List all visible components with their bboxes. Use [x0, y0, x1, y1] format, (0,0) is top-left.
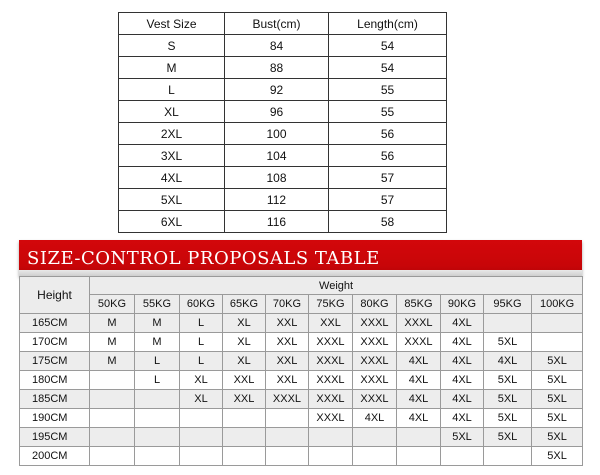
height-cell: 175CM: [20, 352, 90, 371]
length-cell: 58: [329, 211, 447, 233]
weight-column-header: 95KG: [484, 295, 532, 314]
length-cell: 56: [329, 145, 447, 167]
size-cell: L: [180, 333, 223, 352]
weight-header: Weight: [90, 277, 583, 295]
weight-column-header: 70KG: [266, 295, 309, 314]
bust-cell: 116: [225, 211, 329, 233]
weight-header-row: [20, 277, 583, 295]
size-cell: L: [180, 352, 223, 371]
size-table-row: [20, 390, 583, 409]
size-cell: XL: [223, 352, 266, 371]
vest-table-row: [119, 145, 447, 167]
size-cell: [90, 390, 135, 409]
size-cell: 5XL: [532, 371, 583, 390]
vest-table-header-row: [119, 13, 447, 35]
size-cell: [353, 447, 397, 466]
size-cell: 5XL: [532, 428, 583, 447]
size-cell: 4XL: [441, 371, 484, 390]
length-cell: 56: [329, 123, 447, 145]
size-cell: M: [135, 314, 180, 333]
size-cell: XXXL: [353, 314, 397, 333]
vest-table-row: [119, 167, 447, 189]
size-cell: M: [90, 333, 135, 352]
weight-column-header: 55KG: [135, 295, 180, 314]
size-cell: [532, 314, 583, 333]
size-cell: XXXL: [309, 352, 353, 371]
size-cell: [484, 314, 532, 333]
vest-table-row: [119, 35, 447, 57]
vest-size-table: [118, 12, 447, 233]
size-cell: [135, 390, 180, 409]
weight-column-header: 85KG: [397, 295, 441, 314]
size-cell: 5XL: [484, 371, 532, 390]
size-cell: [223, 409, 266, 428]
size-cell: 5XL: [484, 333, 532, 352]
size-cell: XXL: [223, 390, 266, 409]
weight-column-header: 90KG: [441, 295, 484, 314]
size-cell: [223, 447, 266, 466]
size-cell: 4XL: [397, 352, 441, 371]
size-cell: L: [135, 371, 180, 390]
vest-table-row: [119, 57, 447, 79]
size-cell: XXXL: [397, 314, 441, 333]
size-table-row: [20, 447, 583, 466]
length-cell: 57: [329, 167, 447, 189]
size-cell: XXXL: [353, 352, 397, 371]
vest-table-row: [119, 189, 447, 211]
size-cell: 5XL: [484, 390, 532, 409]
size-cell: XL: [180, 371, 223, 390]
size-cell: [266, 447, 309, 466]
size-table-row: [20, 428, 583, 447]
size-cell: [180, 409, 223, 428]
size-cell: XXXL: [309, 390, 353, 409]
weight-column-header: 65KG: [223, 295, 266, 314]
size-cell: 4XL: [353, 409, 397, 428]
size-cell: [180, 447, 223, 466]
size-cell: M: [135, 333, 180, 352]
vest-size-cell: 6XL: [119, 211, 225, 233]
length-cell: 54: [329, 35, 447, 57]
size-cell: L: [180, 314, 223, 333]
vest-size-cell: L: [119, 79, 225, 101]
size-table-row: [20, 371, 583, 390]
height-cell: 185CM: [20, 390, 90, 409]
weight-column-header: 60KG: [180, 295, 223, 314]
size-cell: [90, 447, 135, 466]
size-cell: 5XL: [532, 447, 583, 466]
vest-size-cell: XL: [119, 101, 225, 123]
size-cell: 4XL: [397, 371, 441, 390]
size-table-row: [20, 409, 583, 428]
vest-size-cell: 3XL: [119, 145, 225, 167]
vest-table-row: [119, 211, 447, 233]
bust-cell: 88: [225, 57, 329, 79]
weight-column-header: 50KG: [90, 295, 135, 314]
size-cell: [266, 428, 309, 447]
size-cell: [309, 447, 353, 466]
vest-size-cell: 4XL: [119, 167, 225, 189]
size-cell: XXXL: [309, 409, 353, 428]
size-cell: [90, 409, 135, 428]
size-cell: [266, 409, 309, 428]
size-cell: XXXL: [397, 333, 441, 352]
size-cell: [441, 447, 484, 466]
length-header: Length(cm): [329, 13, 447, 35]
length-cell: 54: [329, 57, 447, 79]
vest-size-cell: S: [119, 35, 225, 57]
size-cell: [309, 428, 353, 447]
size-cell: [135, 409, 180, 428]
size-cell: 5XL: [441, 428, 484, 447]
size-cell: L: [135, 352, 180, 371]
size-cell: XXXL: [266, 390, 309, 409]
size-cell: XXL: [266, 314, 309, 333]
weight-column-header: 75KG: [309, 295, 353, 314]
size-cell: XXXL: [353, 333, 397, 352]
banner-title: SIZE-CONTROL PROPOSALS TABLE: [27, 248, 380, 269]
size-cell: XXXL: [353, 371, 397, 390]
size-cell: XXXL: [309, 371, 353, 390]
size-cell: 4XL: [441, 314, 484, 333]
vest-table-row: [119, 79, 447, 101]
size-cell: 4XL: [397, 390, 441, 409]
size-cell: [532, 333, 583, 352]
size-table-row: [20, 333, 583, 352]
size-cell: [135, 447, 180, 466]
size-cell: M: [90, 352, 135, 371]
size-table-row: [20, 314, 583, 333]
size-cell: XL: [223, 314, 266, 333]
size-cell: 5XL: [532, 409, 583, 428]
vest-size-header: Vest Size: [119, 13, 225, 35]
size-cell: 5XL: [484, 409, 532, 428]
weight-column-header: 100KG: [532, 295, 583, 314]
size-cell: [397, 447, 441, 466]
size-cell: [90, 371, 135, 390]
size-cell: [90, 428, 135, 447]
size-cell: [484, 447, 532, 466]
height-cell: 180CM: [20, 371, 90, 390]
size-cell: XXL: [266, 333, 309, 352]
height-cell: 165CM: [20, 314, 90, 333]
size-cell: XXXL: [353, 390, 397, 409]
size-cell: XXXL: [309, 333, 353, 352]
size-cell: 5XL: [532, 390, 583, 409]
size-control-table: [19, 276, 583, 466]
vest-table-row: [119, 101, 447, 123]
size-cell: XL: [223, 333, 266, 352]
height-cell: 195CM: [20, 428, 90, 447]
length-cell: 55: [329, 79, 447, 101]
bust-cell: 96: [225, 101, 329, 123]
vest-size-cell: M: [119, 57, 225, 79]
size-cell: XXL: [266, 352, 309, 371]
size-cell: [135, 428, 180, 447]
size-cell: [223, 428, 266, 447]
bust-cell: 84: [225, 35, 329, 57]
bust-cell: 104: [225, 145, 329, 167]
bust-cell: 100: [225, 123, 329, 145]
length-cell: 55: [329, 101, 447, 123]
size-cell: [180, 428, 223, 447]
height-cell: 190CM: [20, 409, 90, 428]
size-cell: [353, 428, 397, 447]
size-cell: XXL: [309, 314, 353, 333]
size-cell: XL: [180, 390, 223, 409]
vest-table-row: [119, 123, 447, 145]
size-cell: [397, 428, 441, 447]
size-cell: 4XL: [397, 409, 441, 428]
size-cell: M: [90, 314, 135, 333]
size-cell: 4XL: [441, 333, 484, 352]
size-table-row: [20, 352, 583, 371]
size-cell: XXL: [223, 371, 266, 390]
bust-cell: 92: [225, 79, 329, 101]
size-cell: 5XL: [484, 428, 532, 447]
size-cell: 4XL: [441, 409, 484, 428]
height-header: Height: [20, 277, 90, 314]
weight-column-header: 80KG: [353, 295, 397, 314]
bust-header: Bust(cm): [225, 13, 329, 35]
size-cell: XXL: [266, 371, 309, 390]
height-cell: 200CM: [20, 447, 90, 466]
size-cell: 4XL: [484, 352, 532, 371]
size-cell: 4XL: [441, 390, 484, 409]
size-cell: 5XL: [532, 352, 583, 371]
vest-size-cell: 2XL: [119, 123, 225, 145]
length-cell: 57: [329, 189, 447, 211]
bust-cell: 108: [225, 167, 329, 189]
weight-values-row: [20, 295, 583, 314]
height-cell: 170CM: [20, 333, 90, 352]
size-cell: 4XL: [441, 352, 484, 371]
vest-size-cell: 5XL: [119, 189, 225, 211]
bust-cell: 112: [225, 189, 329, 211]
